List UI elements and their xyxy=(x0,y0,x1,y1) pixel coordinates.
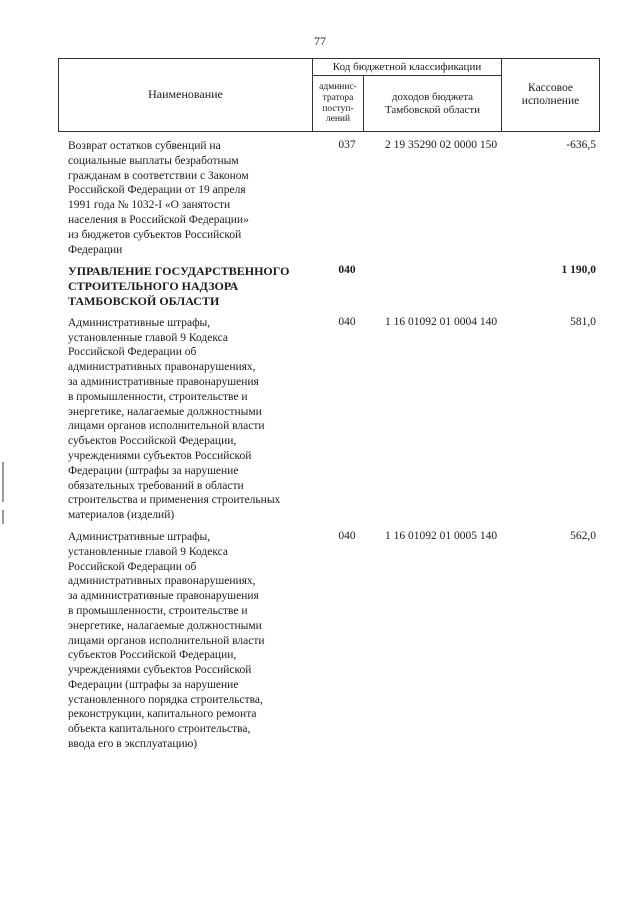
header-income: доходов бюджета Тамбовской области xyxy=(364,76,502,132)
row-name: Административные штрафы, установленные главой 9 Кодекса Российской Федерации об административных правонарушениях, за административные правонарушения в промышленности, строительстве и энергетике, налагаемые должностными лицами органов исполнительной власти субъектов Российской Федерации, учреждениями субъектов Российской Федерации (штрафы за нарушение установленного порядка строительства, реконструкции, капитального ремонта объекта капитального строительства, ввода его в эксплуатацию) xyxy=(68,530,265,751)
row-admin-code: 040 xyxy=(338,529,356,542)
scan-margin-mark xyxy=(2,462,4,502)
header-code-group: Код бюджетной классификации xyxy=(313,59,502,76)
scan-margin-mark xyxy=(2,510,4,524)
row-amount: 1 190,0 xyxy=(561,264,596,277)
header-admin: админис- тратора поступ- лений xyxy=(313,76,364,132)
table-row xyxy=(0,530,640,752)
row-income-code: 2 19 35290 02 0000 150 xyxy=(384,139,498,151)
table-header xyxy=(58,58,600,132)
row-amount: -636,5 xyxy=(566,139,596,151)
row-name: Возврат остатков субвенций на социальные выплаты безработным гражданам в соответствии с Законом Российской Федерации от 19 апреля 1991 года № 1032-I «О занятости населения в Российской Федерации» из бюджетов субъектов Российской Федерации xyxy=(68,140,249,256)
row-amount: 562,0 xyxy=(570,529,596,542)
row-amount: 581,0 xyxy=(570,315,596,328)
row-admin-code: 040 xyxy=(338,315,356,328)
page-number: 77 xyxy=(314,34,326,48)
table-row-section xyxy=(0,264,640,308)
header-name: Наименование xyxy=(59,59,313,132)
row-income-code: 1 16 01092 01 0005 140 xyxy=(384,529,498,542)
row-admin-code: 037 xyxy=(338,139,356,151)
row-income-code: 1 16 01092 01 0004 140 xyxy=(384,315,498,328)
row-name: Административные штрафы, установленные главой 9 Кодекса Российской Федерации об административных правонарушениях, за административные правонарушения в промышленности, строительстве и энергетике, налагаемые должностными лицами органов исполнительной власти субъектов Российской Федерации, учреждениями субъектов Российской Федерации (штрафы за нарушение обязательных требований в области строительства и применения строительных материалов (изделий) xyxy=(68,316,281,522)
row-name: УПРАВЛЕНИЕ ГОСУДАРСТВЕННОГО СТРОИТЕЛЬНОГО НАДЗОРА ТАМБОВСКОЙ ОБЛАСТИ xyxy=(68,264,290,308)
row-admin-code: 040 xyxy=(338,264,356,277)
table-row xyxy=(0,316,640,523)
table-row xyxy=(0,139,640,257)
header-execution: Кассовое исполнение xyxy=(502,59,600,132)
table-body xyxy=(0,139,640,759)
